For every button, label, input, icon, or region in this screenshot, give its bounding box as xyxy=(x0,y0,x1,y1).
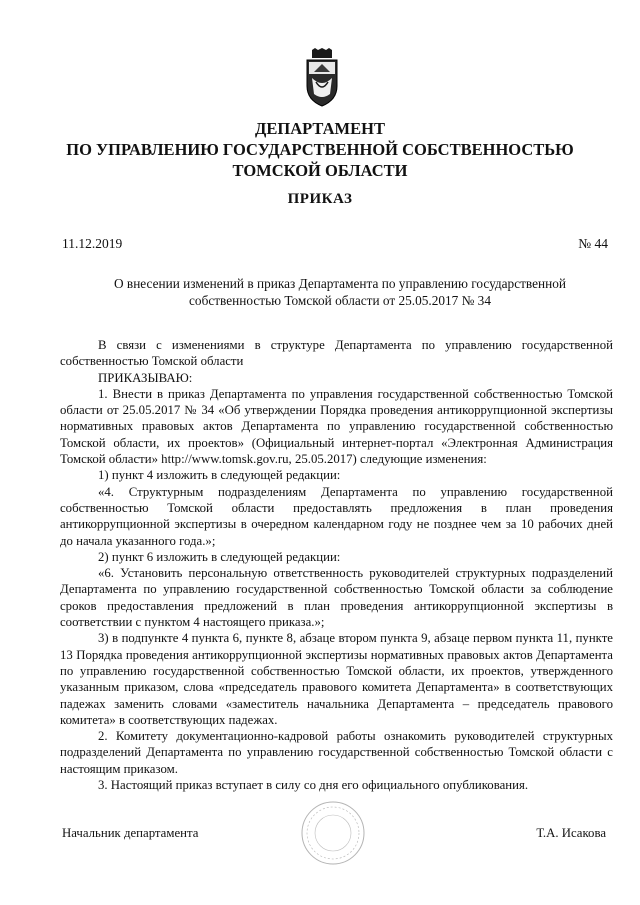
coat-of-arms-icon xyxy=(304,48,340,108)
document-type: ПРИКАЗ xyxy=(287,191,353,207)
department-title xyxy=(0,118,640,181)
subject-line2: собственностью Томской области от 25.05.2017 № 34 xyxy=(189,292,491,308)
body-paragraph: 2. Комитету документационно-кадровой работы ознакомить руководителей структурных подразделений Департамента по управлению государственной собственностью Томской области с настоящим приказом. xyxy=(60,729,613,776)
body-paragraph: 1. Внести в приказ Департамента по управления государственной собственностью Томской области от 25.05.2017 № 34 «Об утверждении Порядка проведения антикоррупционной экспертизы нормативных правовых актов Департамента по управлению государственной собственностью Томской области, их проектов» (Официальный интернет-портал «Электронная Администрация Томской области» http://www.tomsk.gov.ru, 25.05.2017) следующие изменения: xyxy=(60,386,613,467)
body-paragraph: В связи с изменениями в структуре Департамента по управлению государственной собственностью Томской области xyxy=(60,338,613,369)
body-paragraph: 3. Настоящий приказ вступает в силу со дня его официального опубликования. xyxy=(98,778,529,793)
signatory-position: Начальник департамента xyxy=(62,826,199,840)
order-subject xyxy=(100,276,580,309)
subject-line1: О внесении изменений в приказ Департамента по управлению государственной xyxy=(113,276,567,291)
dept-title-line2: ПО УПРАВЛЕНИЮ ГОСУДАРСТВЕННОЙ СОБСТВЕННОСТЬЮ xyxy=(66,140,574,159)
order-body xyxy=(60,337,613,793)
body-paragraph: «4. Структурным подразделениям Департамента по управлению государственной собственностью Томской области предоставлять предложения в план проведения антикоррупционной экспертизы в очередном календарном году не позднее чем за 10 рабочих дней до начала указанного года.»; xyxy=(60,484,613,548)
body-paragraph: 1) пункт 4 изложить в следующей редакции: xyxy=(98,468,341,483)
body-paragraph: 2) пункт 6 изложить в следующей редакции: xyxy=(98,549,341,564)
dept-title-line1: ДЕПАРТАМЕНТ xyxy=(255,119,385,138)
body-paragraph: ПРИКАЗЫВАЮ: xyxy=(98,370,193,385)
body-paragraph: «6. Установить персональную ответственность руководителей структурных подразделений Департамента по управлению государственной собственностью Томской области за соблюдение сроков предоставления предложений в план проведения антикоррупционной экспертизы в соответствии с пунктом 4 настоящего приказа.»; xyxy=(60,566,613,630)
order-number: № 44 xyxy=(578,236,608,251)
order-date: 11.12.2019 xyxy=(62,236,123,251)
signatory-name: Т.А. Исакова xyxy=(536,826,606,840)
stamp-icon xyxy=(300,800,366,866)
body-paragraph: 3) в подпункте 4 пункта 6, пункте 8, абзаце втором пункта 9, абзаце первом пункта 11, пункте 13 Порядка проведения антикоррупционной экспертизы нормативных правовых актов Департамента по управлению государственной собственностью Томской области, их проектов, утвержденного указанным приказом, слова «председатель правового комитета Департамента» в соответствующих падежах заменить словами «заместитель начальника Департамента – председатель правового комитета» в соответствующих падежах. xyxy=(60,631,613,727)
dept-title-line3: ТОМСКОЙ ОБЛАСТИ xyxy=(232,161,408,180)
